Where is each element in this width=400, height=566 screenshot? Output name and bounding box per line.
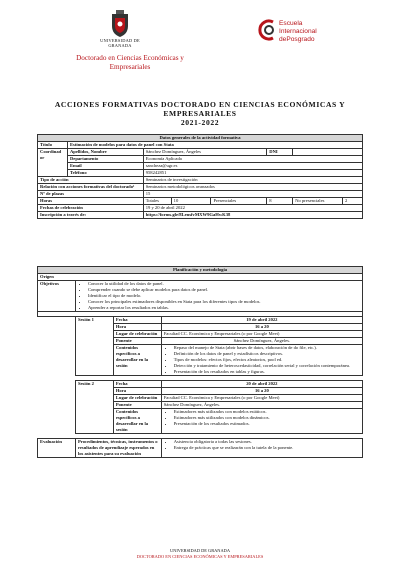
session2-place-value: Facultad CC. Económica y Empresariales (o por Google Meet) [161,395,362,402]
email-label: Email [67,163,143,170]
type-value: Seminarios de investigación [143,177,362,184]
sessions-gutter [38,317,76,376]
session1-time-value: 16 a 20 [161,324,362,331]
presencial-value: 8 [267,198,293,205]
content-item: • Detección y tratamiento de heteroscedasticidad, correlación serial y correlación contemporánea. [174,363,360,369]
eip-mark-icon [255,16,279,46]
places-label: Nº de plazas [38,191,144,198]
heading-line-1: ACCIONES FORMATIVAS DOCTORADO EN CIENCIAS ECONÓMICAS Y [54,100,346,109]
dept-label: Departamento [67,156,143,163]
heading-line-2: EMPRESARIALES [163,109,237,118]
name-label: Apellidos, Nombre [67,149,143,156]
footer-program: DOCTORADO EN CIENCIAS ECONÓMICAS Y EMPRESARIALES [136,554,264,559]
objective-item: • Comprender cuando se debe aplicar modelos para datos de panel. [88,287,360,293]
sessions-gutter [38,381,76,434]
objective-item: • Aprender a reportar los resultados en tablas. [88,305,360,311]
general-data-table [37,134,363,219]
session2-contents-label: Contenidos específicos a desarrollar en la sesión [113,409,161,434]
hours-label: Horas [38,198,144,205]
evaluation-cell [161,439,362,458]
session2-date-value: 20 de abril 2022 [161,381,362,388]
name-value: Sánchez Domínguez, Ángeles [143,149,267,156]
general-band: Datos generales de la actividad formativa [38,135,363,142]
session2-label: Sesión 2 [75,381,113,434]
school-line-2: Internacional [279,28,317,35]
content-item: • Definición de los datos de panel y estadísticos descriptivos. [174,351,360,357]
school-line-3: dePosgrado [279,36,315,43]
places-value: 15 [143,191,362,198]
session1-place-label: Lugar de celebración [113,331,161,338]
session2-speaker-value: Sánchez Domínguez, Ángeles. [161,402,362,409]
session1-date-label: Fecha [113,317,161,324]
session2-time-label: Hora [113,388,161,395]
nopresencial-label: No presenciales [293,198,343,205]
session2-speaker-label: Ponente [113,402,161,409]
session2-time-value: 16 a 20 [161,388,362,395]
dept-value: Economía Aplicada [143,156,362,163]
session1-label: Sesión 1 [75,317,113,376]
objectives-cell [75,281,362,312]
planning-table [37,266,363,458]
objectives-label: Objetivos [38,281,76,312]
dates-label: Fechas de celebración [38,205,144,212]
session1-time-label: Hora [113,324,161,331]
relation-label: Relación con acciones formativas del doctorado¹ [38,184,144,191]
content-item: • Tipos de modelos: efectos fijos, efectos aleatorios, pool ed. [174,357,360,363]
content-item: • Estimadores más utilizados con modelos estáticos. [174,409,360,415]
objective-item: • Conocer la utilidad de los datos de panel. [88,281,360,287]
phone-value: 958242851 [143,170,362,177]
evaluation-item: • Entrega de prácticas que se realizarán con la tutela de la ponente. [174,445,360,451]
title-value: Estimación de modelos para datos de panel con Stata [67,142,362,149]
program-title: Doctorado en Ciencias Económicas y Empresariales [76,54,184,71]
content-item: • Estimadores más utilizados con modelos dinámicos. [174,415,360,421]
university-name: UNIVERSIDAD DE GRANADA [100,38,140,48]
content-item: • Presentación de los resultados en tablas y figuras. [174,369,360,375]
page-heading [50,100,350,127]
signup-link[interactable]: https://forms.gle/8LensfvMXW9GaHwK38 [143,212,362,219]
totals-value: 10 [171,198,211,205]
dni-value [293,149,363,156]
presencial-label: Presenciales [211,198,267,205]
heading-line-3: 2021-2022 [180,118,220,127]
signup-label: Inscripción a través de: [38,212,144,219]
content-item: • Repaso del manejo de Stata (abrir bases de datos, elaboración de do file, etc.). [174,345,360,351]
dates-value: 19 y 20 de abril 2022 [143,205,362,212]
escuela-posgrado-logo [255,16,365,56]
totals-label: Totales [143,198,171,205]
session1-contents-label: Contenidos específicos a desarrollar en la sesión [113,345,161,376]
evaluation-label: Evaluación [38,439,76,458]
coordinator-label: Coordinad or [38,149,68,177]
objective-item: • Conocer los principales estimadores disponibles en Stata para los diferentes tipos de modelos. [88,299,360,305]
evaluation-item: • Asistencia obligatoria a todas las sesiones. [174,439,360,445]
type-label: Tipo de acción [38,177,144,184]
ugr-crest-icon [100,10,140,38]
nopresencial-value: 2 [343,198,363,205]
session1-speaker-label: Ponente [113,338,161,345]
phone-label: Teléfono [67,170,143,177]
evaluation-desc: Procedimientos, técnicas, instrumentos o resultados de aprendizaje esperados en los asistentes para su evaluación [75,439,161,458]
footer-university: UNIVERSIDAD DE GRANADA [169,548,230,553]
email-value: sancheza@ugr.es [143,163,362,170]
relation-value: Seminarios metodológicos avanzados [143,184,362,191]
session2-place-label: Lugar de celebración [113,395,161,402]
session1-speaker-value: Sánchez Domínguez, Ángeles. [161,338,362,345]
title-label: Título [38,142,68,149]
session1-place-value: Facultad CC. Económica y Empresariales (o por Google Meet) [161,331,362,338]
session2-date-label: Fecha [113,381,161,388]
school-line-1: Escuela [279,20,303,27]
objective-item: • Identificar el tipo de modelo. [88,293,360,299]
dni-label: DNI [267,149,293,156]
session2-contents-cell [161,409,362,434]
planning-band: Planificación y metodología [38,267,363,274]
origins-label: Origen [38,274,363,281]
content-item: • Presentación de los resultados estimados. [174,421,360,427]
session1-contents-cell [161,345,362,376]
session1-date-value: 19 de abril 2022 [161,317,362,324]
